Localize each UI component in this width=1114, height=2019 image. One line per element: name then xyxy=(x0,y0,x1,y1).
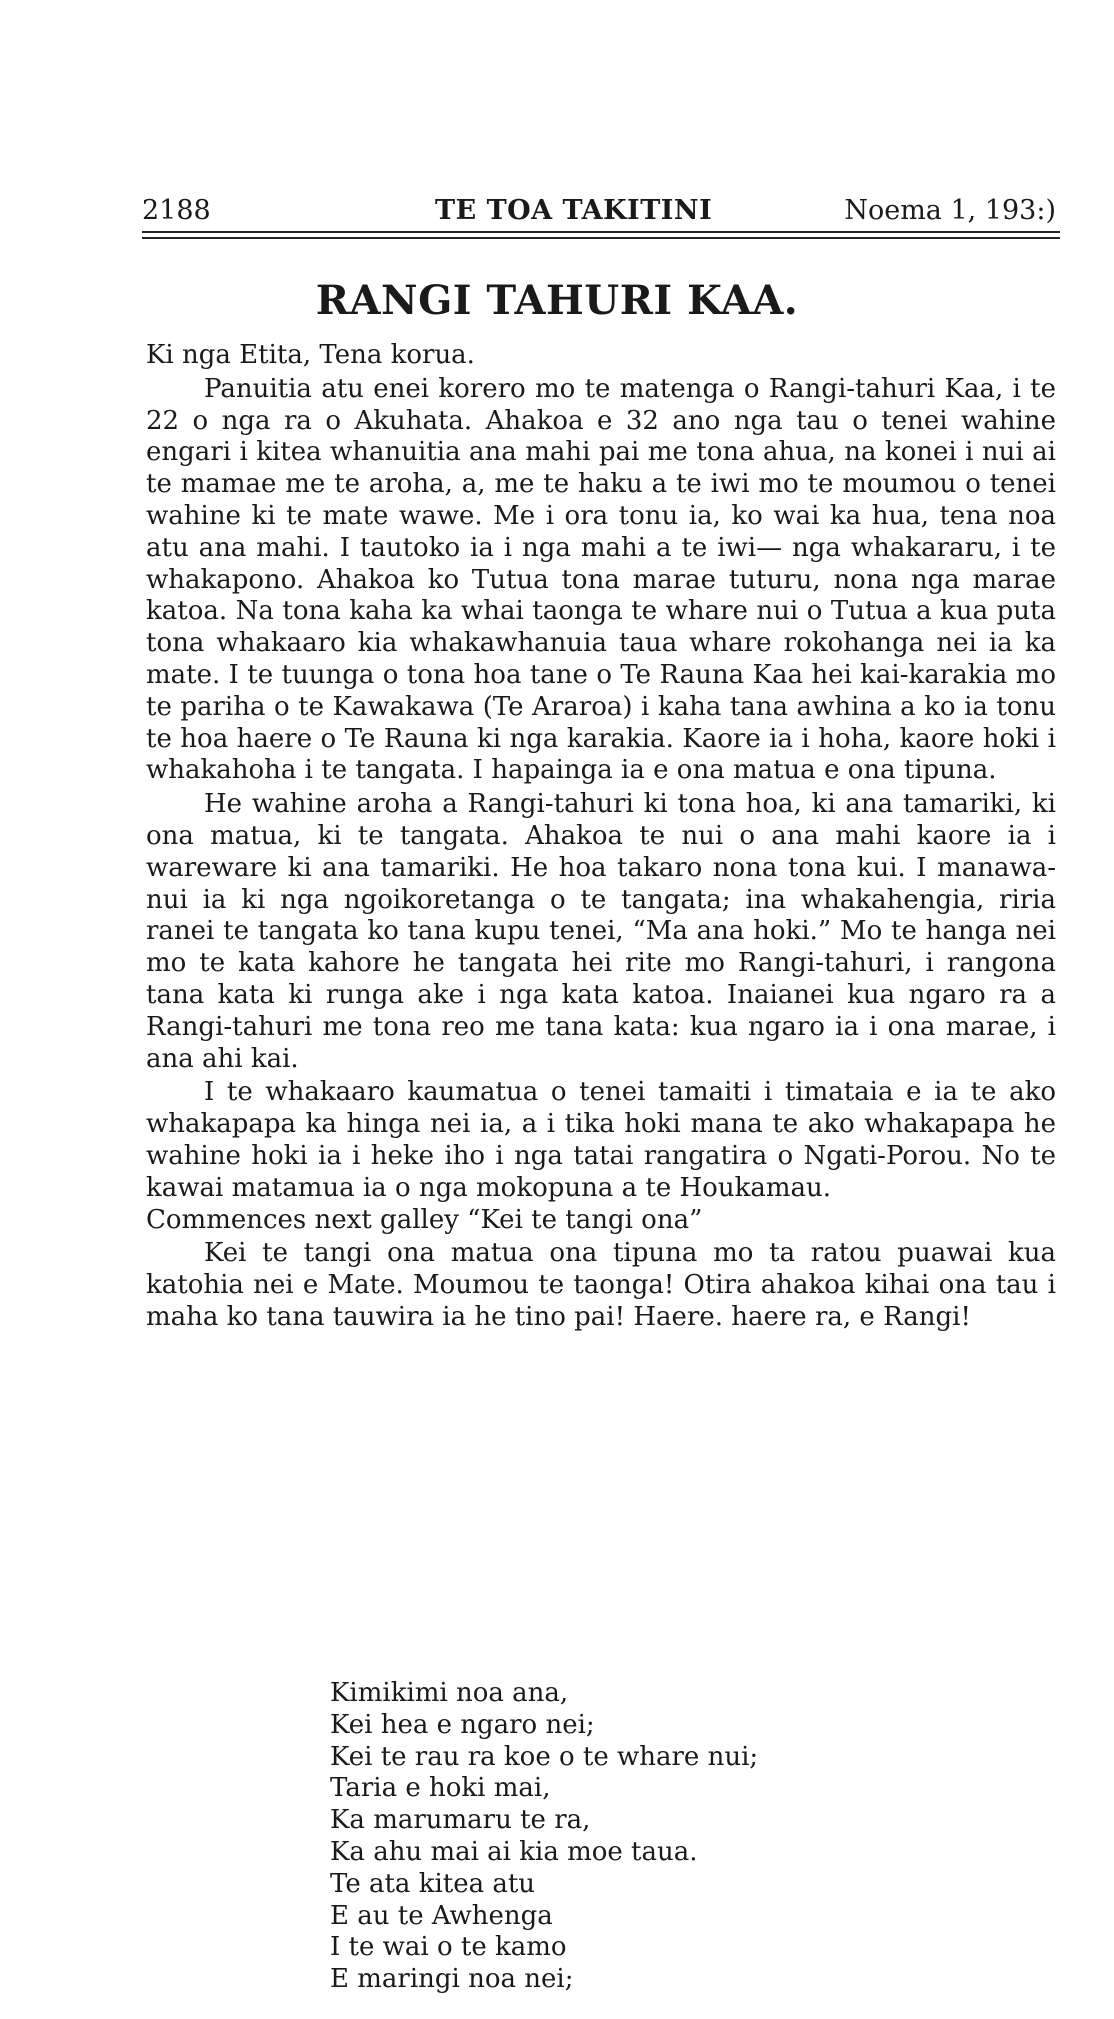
poem-line: Ka ahu mai ai kia moe taua. xyxy=(330,1836,698,1867)
poem-line: I te wai o te kamo xyxy=(330,1932,567,1963)
lament-poem xyxy=(330,1678,890,1996)
poem-line: Kei hea e ngaro nei; xyxy=(330,1709,595,1740)
paragraph-2: He wahine aroha a Rangi-tahuri ki tona hoa, ki ana tamariki, ki ona matua, ki te tangata. Ahakoa te nui o ana mahi kaore ia i wareware ki ana tamariki. He hoa takaro nona tona kui. I manawa-nui ia ki nga ngoikoretanga o te tangata; ina whakahengia, riria ranei te tangata ko tana kupu tenei, “Ma ana hoki.” Mo te hanga nei mo te kata kahore he tangata hei rite mo Rangi-tahuri, i rangona tana kata ki runga ake i nga kata katoa. Inaianei kua ngaro ra a Rangi-tahuri me tona reo me tana kata: kua ngaro ia i ona marae, i ana ahi kai. xyxy=(146,789,1056,1074)
poem-line: E maringi noa nei; xyxy=(330,1964,574,1995)
poem-line: E au te Awhenga xyxy=(330,1900,553,1931)
article-body xyxy=(146,340,1056,1334)
poem-line: Ka marumaru te ra, xyxy=(330,1805,591,1836)
article-title: RANGI TAHURI KAA. xyxy=(315,277,799,324)
page-number: 2188 xyxy=(142,195,211,226)
paragraph-3: I te whakaaro kaumatua o tenei tamaiti i timataia e ia te ako whakapapa ka hinga nei ia, a i tika hoki mana te ako whakapapa he wahine hoki ia i heke iho i nga tatai rangatira o Ngati-Porou. No te kawai matamua ia o nga mokopuna a te Houkamau. xyxy=(146,1077,1056,1203)
publication-title: TE TOA TAKITINI xyxy=(435,195,713,226)
poem-line: Te ata kitea atu xyxy=(330,1868,536,1899)
issue-date: Noema 1, 193:) xyxy=(844,195,1056,226)
galley-note: Commences next galley “Kei te tangi ona” xyxy=(146,1204,703,1235)
poem-line: Taria e hoki mai, xyxy=(330,1773,551,1804)
running-header xyxy=(142,194,1060,228)
salutation: Ki nga Etita, Tena korua. xyxy=(146,340,475,370)
paragraph-1: Panuitia atu enei korero mo te matenga o Rangi-tahuri Kaa, i te 22 o nga ra o Akuhata. Ahakoa e 32 ano nga tau o tenei wahine engari i kitea whanuitia ana mahi pai me tona ahua, na konei i nui ai te mamae me te aroha, a, me te haku a te iwi mo te moumou o tenei wahine ki te mate wawe. Me i ora tonu ia, ko wai ka hua, tena noa atu ana mahi. I tautoko ia i nga mahi a te iwi— nga whakararu, i te whakapono. Ahakoa ko Tutua tona marae tuturu, nona nga marae katoa. Na tona kaha ka whai taonga te whare nui o Tutua a kua puta tona whakaaro kia whakawhanuia taua whare rokohanga nei ia ka mate. I te tuunga o tona hoa tane o Te Rauna Kaa hei kai-karakia mo te pariha o te Kawakawa (Te Araroa) i kaha tana awhina a ko ia tonu te hoa haere o Te Rauna ki nga karakia. Kaore ia i hoha, kaore hoki i whakahoha i te tangata. I hapainga ia e ona matua e ona tipuna. xyxy=(146,373,1056,786)
header-rule-top xyxy=(142,231,1060,233)
poem-line: Kei te rau ra koe o te whare nui; xyxy=(330,1741,759,1772)
poem-line: Kimikimi noa ana, xyxy=(330,1678,569,1708)
closing-paragraph: Kei te tangi ona matua ona tipuna mo ta ratou puawai kua katohia nei e Mate. Moumou te taonga! Otira ahakoa kihai ona tau i maha ko tana tauwira ia he tino pai! Haere. haere ra, e Rangi! xyxy=(146,1238,1056,1332)
header-rule-bottom xyxy=(142,237,1060,239)
